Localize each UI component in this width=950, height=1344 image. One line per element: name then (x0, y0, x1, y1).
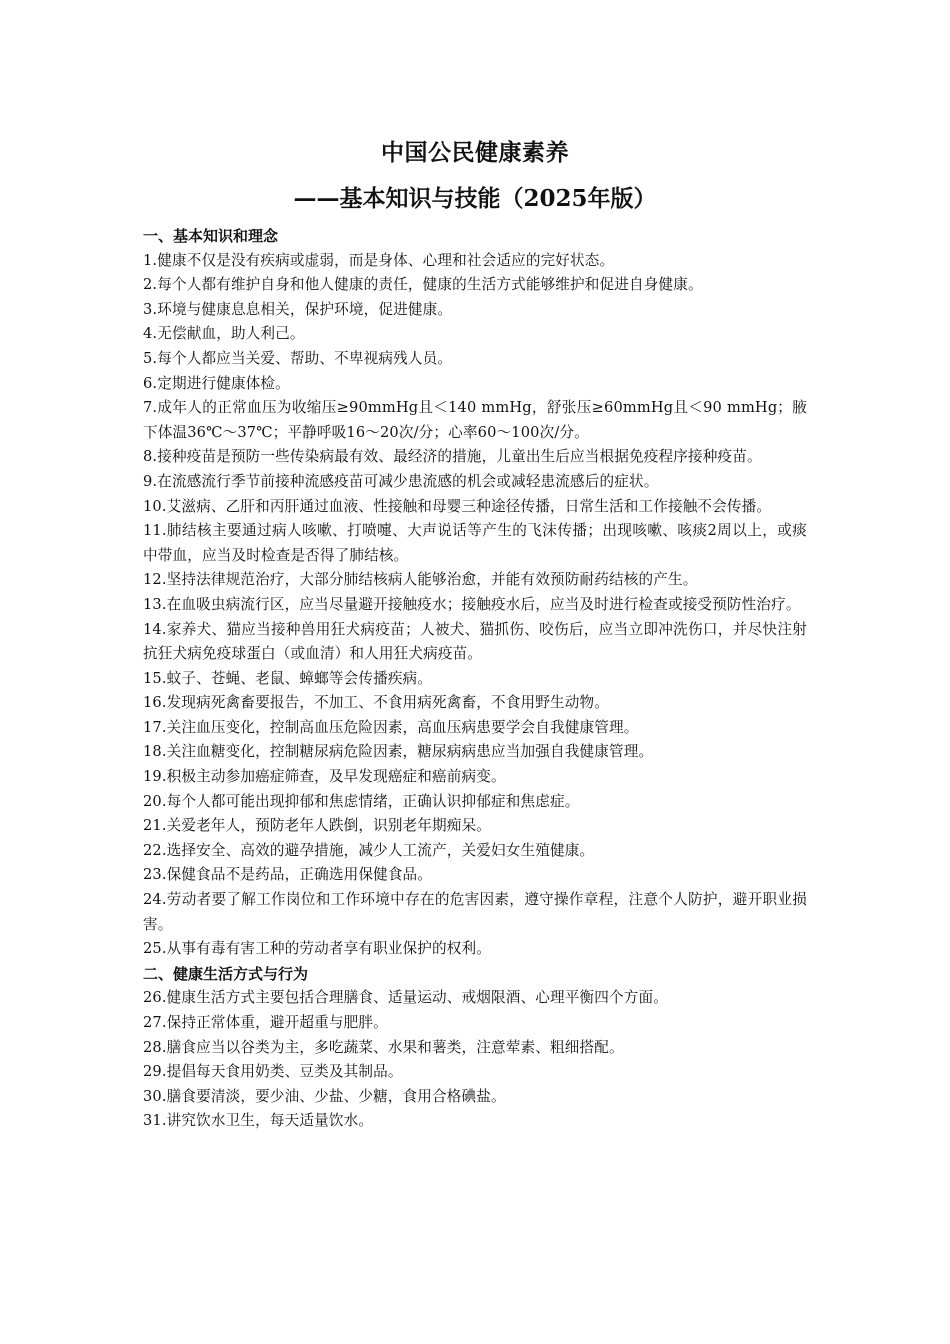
document-subtitle: ——基本知识与技能（2025年版） (293, 185, 657, 212)
list-item: 26.健康生活方式主要包括合理膳食、适量运动、戒烟限酒、心理平衡四个方面。 (143, 989, 668, 1007)
list-item: 1.健康不仅是没有疾病或虚弱，而是身体、心理和社会适应的完好状态。 (143, 251, 615, 269)
list-item: 3.环境与健康息息相关，保护环境，促进健康。 (143, 300, 453, 318)
list-item: 12.坚持法律规范治疗，大部分肺结核病人能够治愈，并能有效预防耐药结核的产生。 (143, 571, 698, 589)
list-item: 16.发现病死禽畜要报告，不加工、不食用病死禽畜，不食用野生动物。 (143, 694, 609, 712)
section-heading: 一、基本知识和理念 (143, 227, 279, 245)
list-item: 7.成年人的正常血压为收缩压≥90mmHg且＜140 mmHg，舒张压≥60mmHg且＜90 mmHg；腋下体温36℃～37℃；平静呼吸16～20次/分；心率60～100次/分。 (143, 399, 807, 441)
list-item: 31.讲究饮水卫生，每天适量饮水。 (143, 1112, 374, 1130)
list-item: 19.积极主动参加癌症筛查，及早发现癌症和癌前病变。 (143, 768, 506, 786)
list-item: 15.蚊子、苍蝇、老鼠、蟑螂等会传播疾病。 (143, 669, 433, 687)
list-item: 8.接种疫苗是预防一些传染病最有效、最经济的措施，儿童出生后应当根据免疫程序接种疫苗。 (143, 448, 762, 466)
document-title: 中国公民健康素养 (381, 139, 569, 166)
list-item: 17.关注血压变化，控制高血压危险因素，高血压病患要学会自我健康管理。 (143, 718, 639, 736)
list-item: 30.膳食要清淡，要少油、少盐、少糖，食用合格碘盐。 (143, 1087, 506, 1105)
document-page (143, 130, 807, 1134)
list-item: 13.在血吸虫病流行区，应当尽量避开接触疫水；接触疫水后，应当及时进行检查或接受预防性治疗。 (143, 595, 801, 613)
section-basic-knowledge (143, 224, 807, 962)
list-item: 4.无偿献血，助人利己。 (143, 325, 305, 343)
list-item: 21.关爱老年人，预防老年人跌倒，识别老年期痴呆。 (143, 817, 492, 835)
list-item: 28.膳食应当以谷类为主，多吃蔬菜、水果和薯类，注意荤素、粗细搭配。 (143, 1038, 624, 1056)
list-item: 29.提倡每天食用奶类、豆类及其制品。 (143, 1063, 403, 1081)
list-item: 25.从事有毒有害工种的劳动者享有职业保护的权利。 (143, 940, 492, 958)
section-lifestyle (143, 962, 807, 1134)
list-item: 27.保持正常体重，避开超重与肥胖。 (143, 1014, 388, 1031)
list-item: 11.肺结核主要通过病人咳嗽、打喷嚏、大声说话等产生的飞沫传播；出现咳嗽、咳痰2周以上，或痰中带血，应当及时检查是否得了肺结核。 (143, 522, 807, 564)
list-item: 23.保健食品不是药品，正确选用保健食品。 (143, 866, 433, 884)
list-item: 22.选择安全、高效的避孕措施，减少人工流产，关爱妇女生殖健康。 (143, 841, 595, 859)
list-item: 24.劳动者要了解工作岗位和工作环境中存在的危害因素，遵守操作章程，注意个人防护，避开职业损害。 (143, 891, 807, 933)
list-item: 6.定期进行健康体检。 (143, 374, 290, 392)
list-item: 10.艾滋病、乙肝和丙肝通过血液、性接触和母婴三种途径传播，日常生活和工作接触不会传播。 (143, 497, 772, 515)
list-item: 20.每个人都可能出现抑郁和焦虑情绪，正确认识抑郁症和焦虑症。 (143, 792, 580, 810)
list-item: 9.在流感流行季节前接种流感疫苗可减少患流感的机会或减轻患流感后的症状。 (143, 472, 659, 490)
list-item: 14.家养犬、猫应当接种兽用狂犬病疫苗；人被犬、猫抓伤、咬伤后，应当立即冲洗伤口，并尽快注射抗狂犬病免疫球蛋白（或血清）和人用狂犬病疫苗。 (143, 620, 807, 663)
list-item: 5.每个人都应当关爱、帮助、不卑视病残人员。 (143, 349, 453, 367)
list-item: 18.关注血糖变化，控制糖尿病危险因素，糖尿病病患应当加强自我健康管理。 (143, 743, 654, 761)
list-item: 2.每个人都有维护自身和他人健康的责任，健康的生活方式能够维护和促进自身健康。 (143, 276, 703, 294)
section-heading: 二、健康生活方式与行为 (143, 964, 309, 983)
